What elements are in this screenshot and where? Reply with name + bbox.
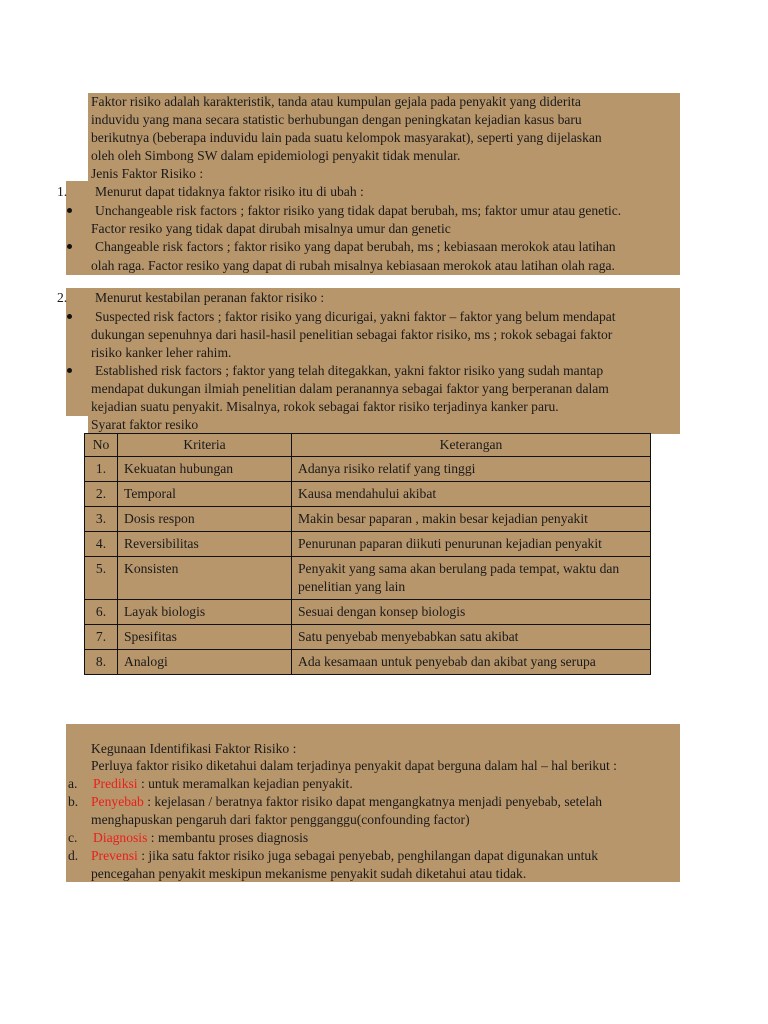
row-criteria: Temporal — [118, 482, 292, 507]
table-row — [85, 507, 651, 532]
term-penyebab: Penyebab — [91, 794, 144, 809]
bullet-line: Factor resiko yang tidak dapat dirubah misalnya umur dan genetic — [91, 221, 451, 236]
row-description: Penurunan paparan diikuti penurunan kejadian penyakit — [292, 532, 651, 557]
row-number: 8. — [85, 650, 118, 675]
table-header-row — [85, 434, 651, 457]
intro-line: oleh oleh Simbong SW dalam epidemiologi penyakit tidak menular. — [91, 148, 461, 163]
list-number: 2. — [57, 290, 68, 305]
section-2-heading: Menurut kestabilan peranan faktor risiko : — [95, 290, 325, 305]
table-row — [85, 600, 651, 625]
bullet-icon — [67, 208, 72, 213]
list-letter: c. — [68, 830, 78, 845]
list-item-penyebab — [91, 793, 602, 811]
criteria-table — [84, 433, 651, 675]
header-kriteria: Kriteria — [118, 434, 292, 457]
bullet-line: mendapat dukungan ilmiah penelitian dalam peranannya sebagai faktor yang berperanan dalam — [91, 381, 609, 396]
bullet-line: Established risk factors ; faktor yang telah ditegakkan, yakni faktor risiko yang sudah mantap — [95, 363, 604, 378]
bullet-line: risiko kanker leher rahim. — [91, 345, 232, 360]
term-description-cont: menghapuskan pengaruh dari faktor pengganggu(confounding factor) — [91, 812, 470, 827]
bullet-line: dukungan sepenuhnya dari hasil-hasil penelitian sebagai faktor risiko, ms ; rokok sebagai faktor — [91, 327, 613, 342]
term-description: : kejelasan / beratnya faktor risiko dapat mengangkatnya menjadi penyebab, setelah — [143, 794, 603, 809]
list-letter: a. — [68, 776, 78, 791]
row-number: 6. — [85, 600, 118, 625]
header-keterangan: Keterangan — [292, 434, 651, 457]
row-description: Adanya risiko relatif yang tinggi — [292, 457, 651, 482]
row-description: Sesuai dengan konsep biologis — [292, 600, 651, 625]
row-description: Makin besar paparan , makin besar kejadian penyakit — [292, 507, 651, 532]
kegunaan-title: Kegunaan Identifikasi Faktor Risiko : — [91, 741, 297, 756]
row-criteria: Reversibilitas — [118, 532, 292, 557]
row-criteria: Kekuatan hubungan — [118, 457, 292, 482]
row-criteria: Layak biologis — [118, 600, 292, 625]
term-description: : membantu proses diagnosis — [147, 830, 309, 845]
bullet-line: olah raga. Factor resiko yang dapat di rubah misalnya kebiasaan merokok atau latihan olah raga. — [91, 258, 615, 273]
list-item-diagnosis — [93, 829, 308, 847]
intro-line: berikutnya (beberapa induvidu lain pada suatu kelompok masyarakat), seperti yang dijelaskan — [91, 130, 602, 145]
list-letter: b. — [68, 794, 79, 809]
table-row — [85, 625, 651, 650]
row-number: 2. — [85, 482, 118, 507]
bullet-icon — [67, 244, 72, 249]
bullet-icon — [67, 368, 72, 373]
row-description: Penyakit yang sama akan berulang pada tempat, waktu dan penelitian yang lain — [292, 557, 651, 600]
row-description: Kausa mendahului akibat — [292, 482, 651, 507]
row-criteria: Analogi — [118, 650, 292, 675]
term-prediksi: Prediksi — [93, 776, 138, 791]
bullet-icon — [67, 314, 72, 319]
table-row — [85, 650, 651, 675]
row-description: Ada kesamaan untuk penyebab dan akibat yang serupa — [292, 650, 651, 675]
section-1-heading: Menurut dapat tidaknya faktor risiko itu di ubah : — [95, 184, 364, 199]
list-item-prevensi — [91, 847, 598, 865]
kegunaan-intro: Perluya faktor risiko diketahui dalam terjadinya penyakit dapat berguna dalam hal – hal berikut : — [91, 758, 617, 773]
row-criteria: Spesifitas — [118, 625, 292, 650]
row-number: 4. — [85, 532, 118, 557]
table-row — [85, 457, 651, 482]
row-number: 3. — [85, 507, 118, 532]
term-diagnosis: Diagnosis — [93, 830, 148, 845]
list-letter: d. — [68, 848, 79, 863]
row-criteria: Dosis respon — [118, 507, 292, 532]
bullet-line: Changeable risk factors ; faktor risiko yang dapat berubah, ms ; kebiasaan merokok atau latihan — [95, 239, 616, 254]
table-row — [85, 532, 651, 557]
list-item-prediksi — [93, 775, 353, 793]
row-criteria: Konsisten — [118, 557, 292, 600]
row-number: 7. — [85, 625, 118, 650]
intro-line: induvidu yang mana secara statistic berhubungan dengan peningkatan kejadian kasus baru — [91, 112, 582, 127]
header-no: No — [85, 434, 118, 457]
table-row — [85, 482, 651, 507]
row-number: 5. — [85, 557, 118, 600]
row-number: 1. — [85, 457, 118, 482]
list-number: 1. — [57, 184, 68, 199]
term-description: : untuk meramalkan kejadian penyakit. — [137, 776, 353, 791]
bullet-line: Suspected risk factors ; faktor risiko yang dicurigai, yakni faktor – faktor yang belum mendapat — [95, 309, 616, 324]
section-heading-jenis: Jenis Faktor Risiko : — [91, 166, 204, 181]
table-row — [85, 557, 651, 600]
bullet-line: Unchangeable risk factors ; faktor risiko yang tidak dapat berubah, ms; faktor umur atau genetic. — [95, 203, 622, 218]
table-title: Syarat faktor resiko — [91, 417, 199, 432]
bullet-line: kejadian suatu penyakit. Misalnya, rokok sebagai faktor risiko terjadinya kanker paru. — [91, 399, 559, 414]
term-description-cont: pencegahan penyakit meskipun mekanisme penyakit sudah diketahui atau tidak. — [91, 866, 527, 881]
term-prevensi: Prevensi — [91, 848, 138, 863]
intro-line: Faktor risiko adalah karakteristik, tanda atau kumpulan gejala pada penyakit yang diderita — [91, 94, 581, 109]
row-description: Satu penyebab menyebabkan satu akibat — [292, 625, 651, 650]
term-description: : jika satu faktor risiko juga sebagai penyebab, penghilangan dapat digunakan untuk — [137, 848, 598, 863]
